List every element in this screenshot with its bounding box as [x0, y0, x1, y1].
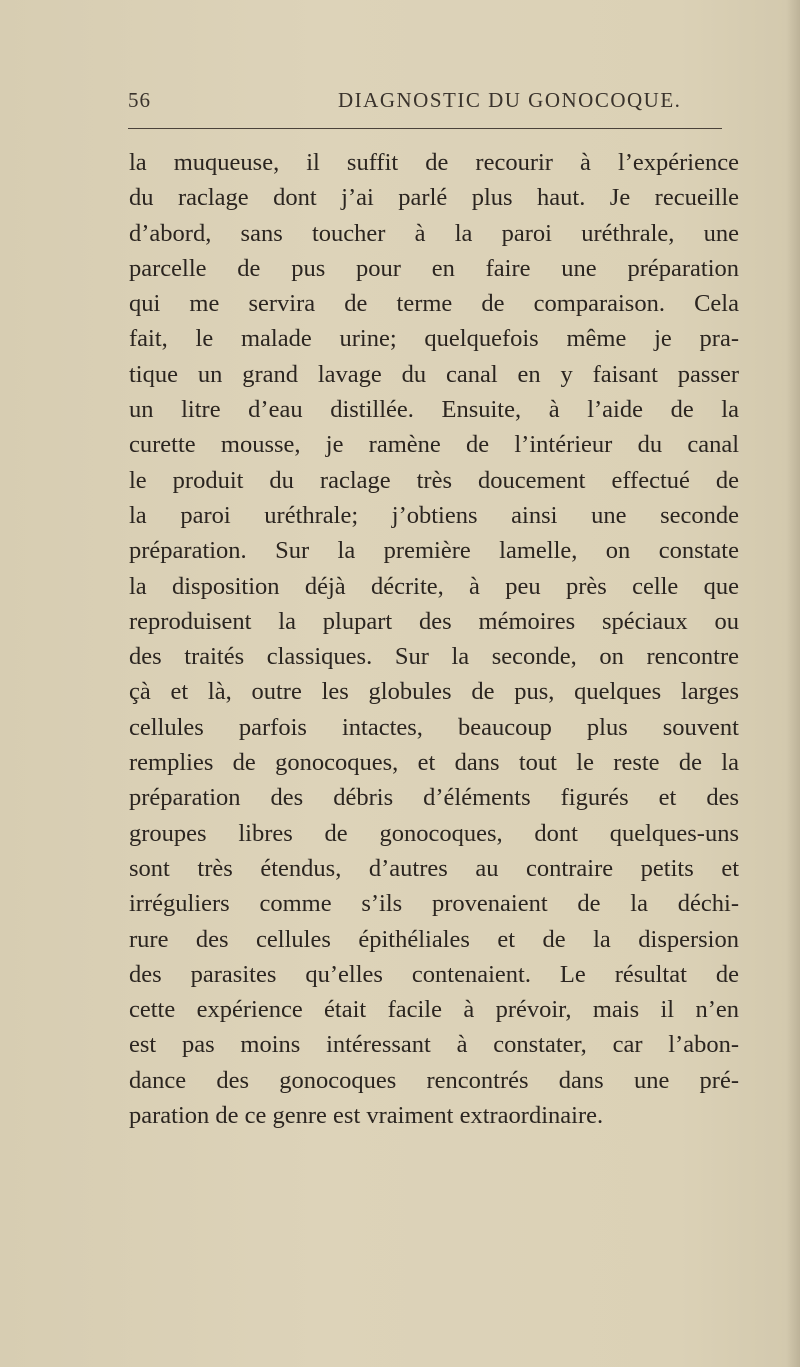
- text-line: rure des cellules épithéliales et de la dispersion: [129, 925, 739, 953]
- text-line: curette mousse, je ramène de l’intérieur du canal: [129, 431, 739, 459]
- text-line: fait, le malade urine; quelquefois même je pra-: [129, 325, 739, 353]
- text-line: le produit du raclage très doucement effectué de: [129, 466, 739, 494]
- text-line: cette expérience était facile à prévoir, mais il n’en: [129, 996, 739, 1024]
- text-line: qui me servira de terme de comparaison. Cela: [129, 290, 739, 318]
- text-line: du raclage dont j’ai parlé plus haut. Je recueille: [129, 184, 739, 212]
- text-line: parcelle de pus pour en faire une préparation: [129, 254, 739, 282]
- text-line-last: paration de ce genre est vraiment extraordinaire.: [129, 1102, 604, 1130]
- text-line: çà et là, outre les globules de pus, quelques larges: [129, 678, 739, 706]
- text-line: un litre d’eau distillée. Ensuite, à l’aide de la: [129, 396, 739, 424]
- page-header: [128, 88, 728, 118]
- text-line: irréguliers comme s’ils provenaient de la déchi-: [129, 890, 739, 918]
- body-text: [129, 145, 739, 1133]
- text-line: remplies de gonocoques, et dans tout le reste de la: [129, 749, 739, 777]
- page-edge-shadow: [786, 0, 800, 1367]
- text-line: d’abord, sans toucher à la paroi uréthrale, une: [129, 219, 739, 247]
- text-line: dance des gonocoques rencontrés dans une pré-: [129, 1066, 739, 1094]
- text-line: groupes libres de gonocoques, dont quelques-uns: [129, 819, 739, 847]
- text-line: est pas moins intéressant à constater, car l’abon-: [129, 1031, 739, 1059]
- running-title: DIAGNOSTIC DU GONOCOQUE.: [338, 88, 682, 112]
- text-line: reproduisent la plupart des mémoires spéciaux ou: [129, 607, 739, 635]
- text-line: la muqueuse, il suffit de recourir à l’expérience: [129, 149, 739, 176]
- text-line: la paroi uréthrale; j’obtiens ainsi une seconde: [129, 501, 739, 529]
- text-line: la disposition déjà décrite, à peu près celle que: [129, 572, 739, 600]
- header-rule: [128, 128, 722, 129]
- text-line: préparation. Sur la première lamelle, on constate: [129, 537, 739, 565]
- text-line: des parasites qu’elles contenaient. Le résultat de: [129, 960, 739, 988]
- text-line: cellules parfois intactes, beaucoup plus souvent: [129, 713, 739, 741]
- text-line: sont très étendus, d’autres au contraire petits et: [129, 854, 739, 882]
- text-line: préparation des débris d’éléments figurés et des: [129, 784, 739, 812]
- text-line: tique un grand lavage du canal en y faisant passer: [129, 360, 739, 388]
- page-number: 56: [128, 88, 151, 112]
- text-line: des traités classiques. Sur la seconde, on rencontre: [129, 643, 739, 671]
